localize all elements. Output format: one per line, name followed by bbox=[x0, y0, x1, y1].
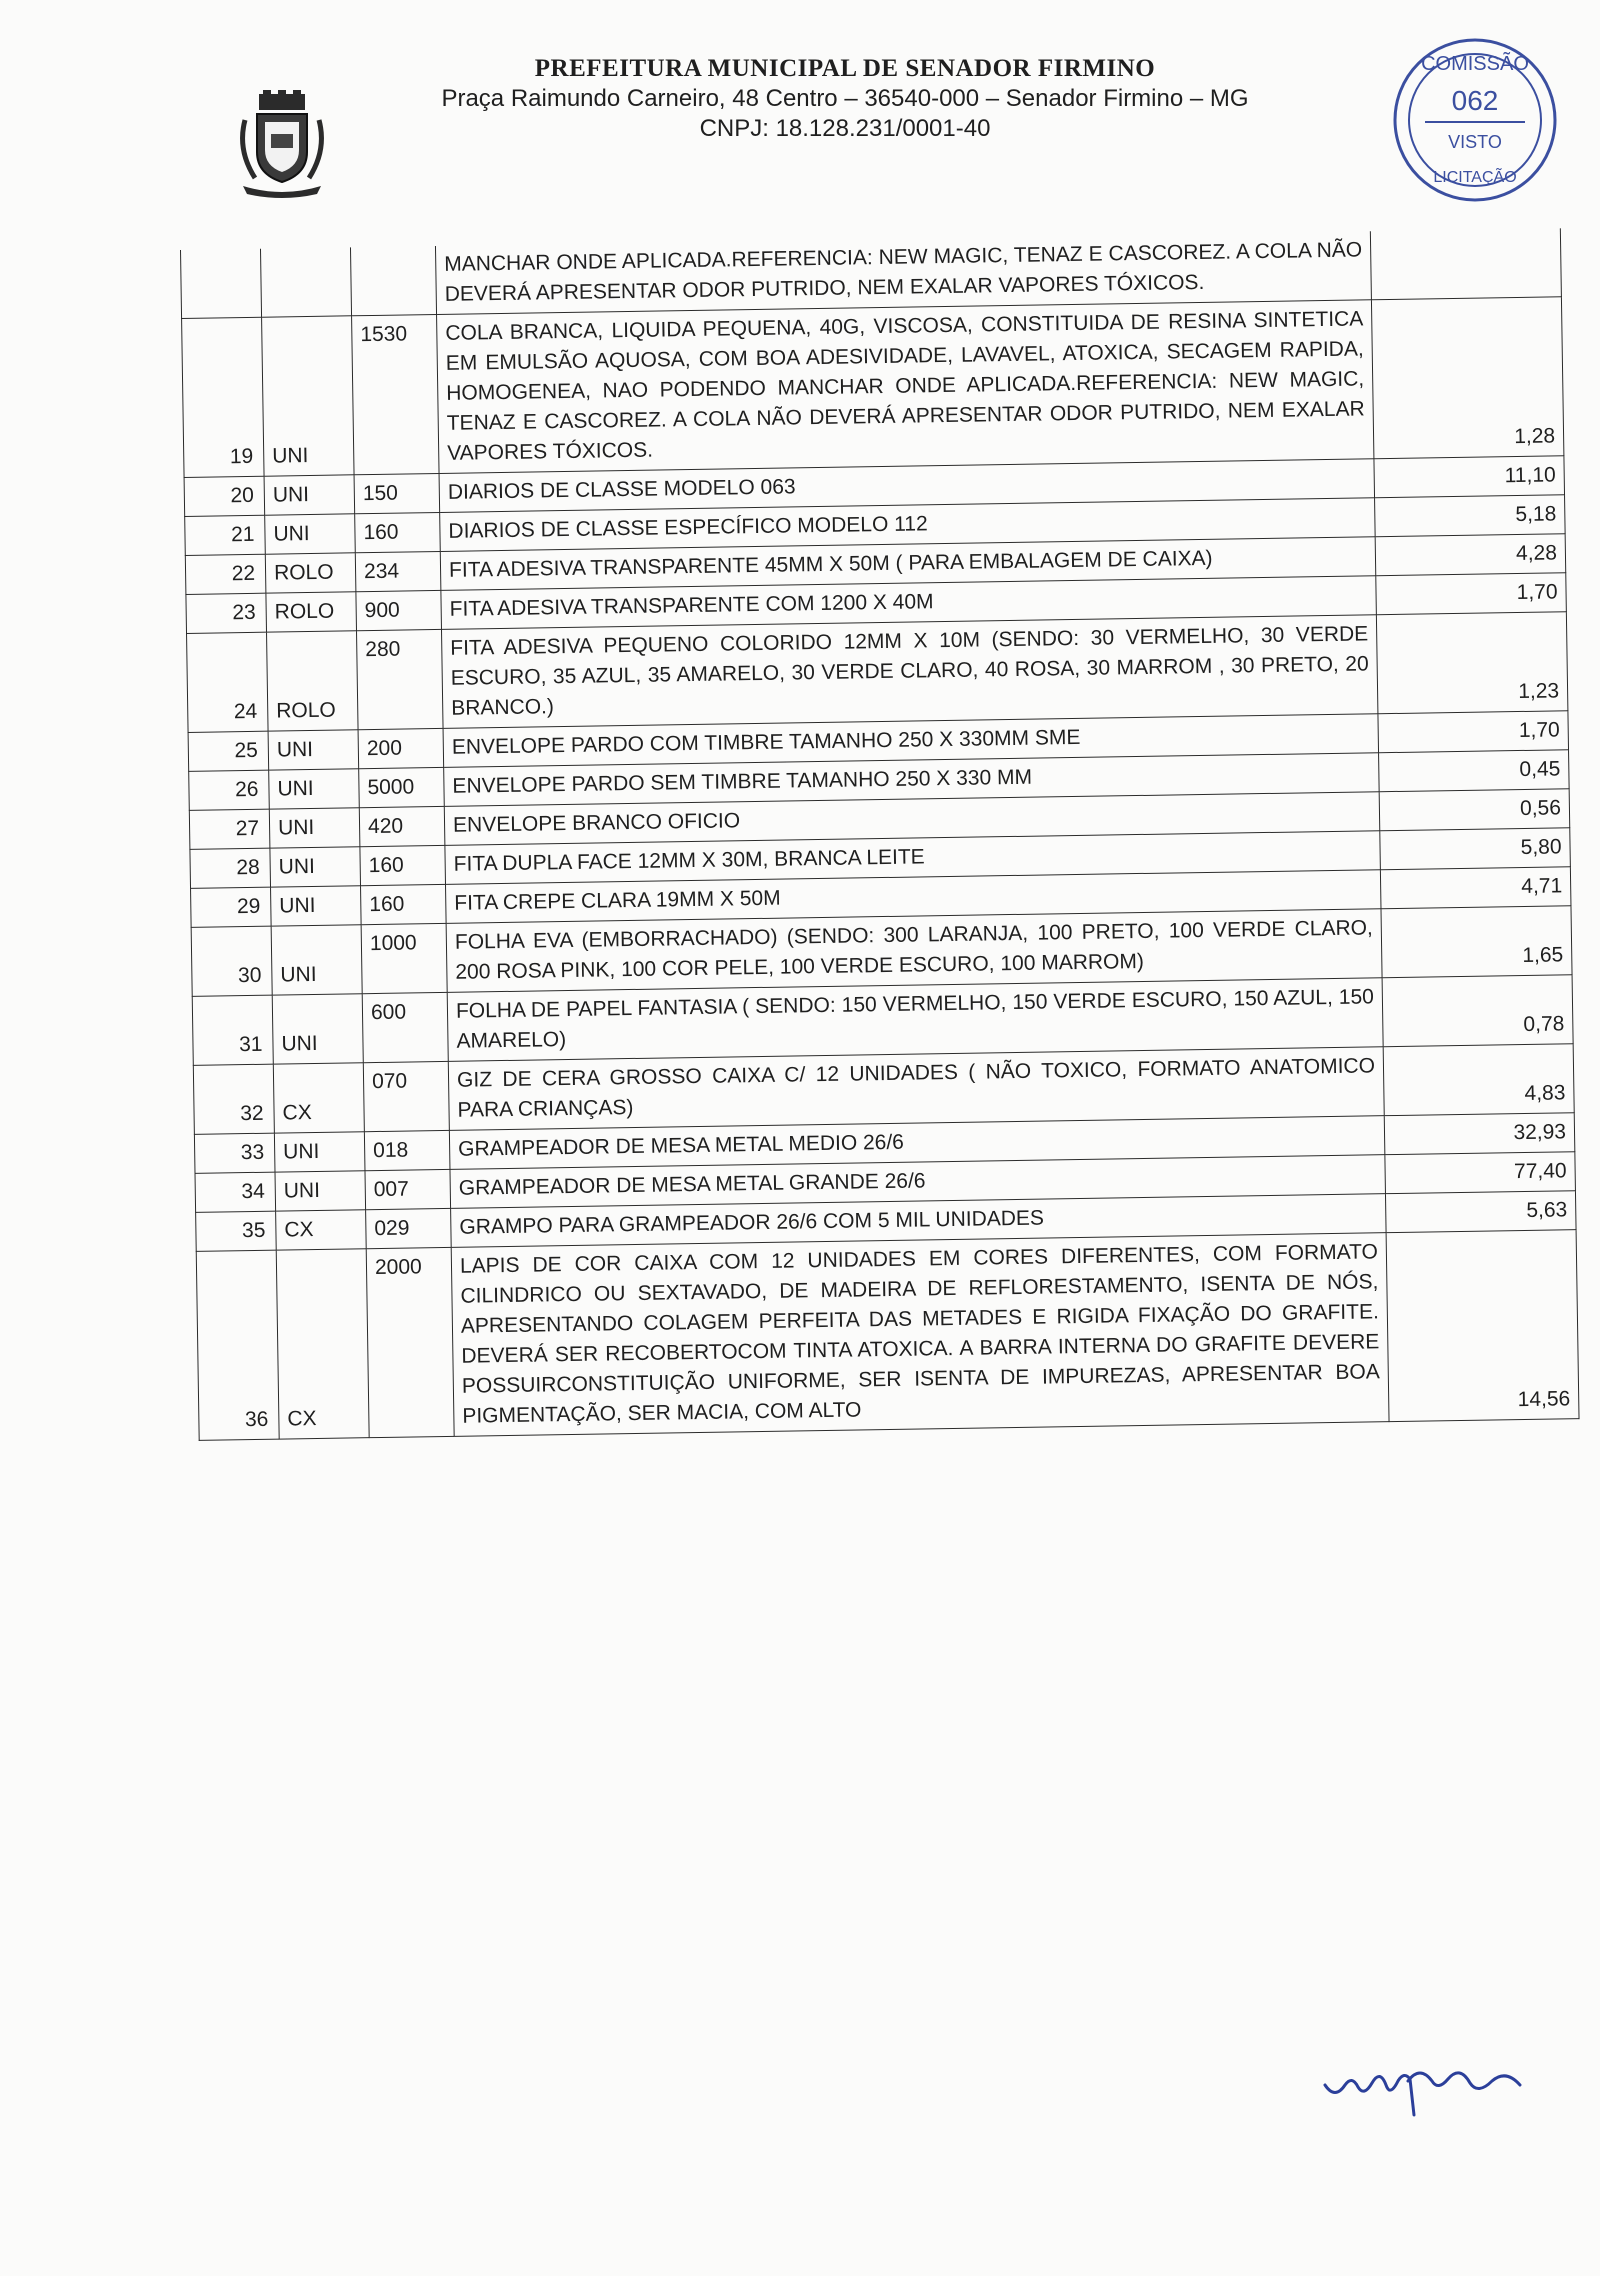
item-number: 22 bbox=[185, 554, 266, 594]
quantity-cell: 160 bbox=[355, 512, 441, 552]
unit-cell: UNI bbox=[264, 475, 355, 515]
unit-cell: UNI bbox=[271, 886, 362, 926]
description-cell: LAPIS DE COR CAIXA COM 12 UNIDADES EM CORES DIFERENTES, COM FORMATO CILINDRICO OU SEXTAVADO, DE MADEIRA DE REFLORESTAMENTO, ISENTA DE NÓS, APRESENTANDO COLAGEM PERFEITA DAS METADES E RIGIDA FIXAÇÃO DO GRAFITE. DEVERÁ SER RECOBERTOCOM TINTA ATOXICA. A BARRA INTERNA DO GRAFITE DEVERE POSSUIRCONSTITUIÇÃO UNIFORME, SER ISENTA DE IMPUREZAS, APRESENTAR BOA PIGMENTAÇÃO, SER MACIA, COM ALTO bbox=[451, 1233, 1389, 1437]
quantity-cell: 160 bbox=[360, 845, 446, 885]
description-cell: FITA CREPE CLARA 19MM X 50M bbox=[445, 870, 1380, 924]
quantity-cell: 070 bbox=[363, 1061, 449, 1131]
unit-cell: UNI bbox=[275, 1171, 366, 1211]
description-cell: DIARIOS DE CLASSE MODELO 063 bbox=[439, 459, 1374, 513]
quantity-cell: 200 bbox=[358, 728, 444, 768]
description-cell: GRAMPEADOR DE MESA METAL GRANDE 26/6 bbox=[450, 1155, 1385, 1209]
commission-stamp bbox=[1380, 30, 1570, 210]
quantity-cell bbox=[350, 246, 436, 316]
stamp-bottom-text: LICITAÇÃO bbox=[1433, 169, 1517, 186]
unit-cell bbox=[260, 247, 351, 317]
unit-cell: ROLO bbox=[265, 553, 356, 593]
description-cell: ENVELOPE PARDO SEM TIMBRE TAMANHO 250 X 330 MM bbox=[444, 753, 1379, 807]
unit-cell: UNI bbox=[274, 1132, 365, 1172]
letterhead-title: PREFEITURA MUNICIPAL DE SENADOR FIRMINO bbox=[534, 55, 1156, 82]
unit-cell: ROLO bbox=[266, 592, 357, 632]
price-cell: 0,56 bbox=[1379, 789, 1570, 831]
quantity-cell: 160 bbox=[361, 884, 447, 924]
unit-cell: CX bbox=[276, 1249, 369, 1439]
handwritten-signature bbox=[1320, 2045, 1540, 2125]
price-cell: 5,80 bbox=[1380, 828, 1571, 870]
description-cell: FOLHA DE PAPEL FANTASIA ( SENDO: 150 VERMELHO, 150 VERDE ESCURO, 150 AZUL, 150 AMARELO) bbox=[447, 978, 1383, 1062]
price-cell: 4,83 bbox=[1383, 1044, 1574, 1116]
price-cell: 0,78 bbox=[1382, 975, 1573, 1047]
item-number: 35 bbox=[196, 1211, 277, 1251]
quantity-cell: 150 bbox=[354, 473, 440, 513]
table-row bbox=[196, 1230, 1579, 1441]
price-cell: 1,65 bbox=[1381, 906, 1572, 978]
quantity-cell: 5000 bbox=[359, 767, 445, 807]
item-number: 32 bbox=[193, 1064, 274, 1134]
unit-cell: UNI bbox=[268, 730, 359, 770]
price-cell: 5,63 bbox=[1385, 1191, 1576, 1233]
unit-cell: ROLO bbox=[267, 631, 359, 731]
table-row bbox=[182, 297, 1564, 478]
price-cell bbox=[1370, 228, 1561, 299]
stamp-top-text: COMISSÃO bbox=[1421, 53, 1529, 75]
description-cell: FITA DUPLA FACE 12MM X 30M, BRANCA LEITE bbox=[445, 831, 1380, 885]
quantity-cell: 280 bbox=[357, 629, 444, 729]
description-cell: GRAMPO PARA GRAMPEADOR 26/6 COM 5 MIL UNIDADES bbox=[451, 1194, 1386, 1248]
item-number: 29 bbox=[191, 887, 272, 927]
description-cell: GIZ DE CERA GROSSO CAIXA C/ 12 UNIDADES ( NÃO TOXICO, FORMATO ANATOMICO PARA CRIANÇAS) bbox=[448, 1047, 1384, 1131]
unit-cell: UNI bbox=[269, 769, 360, 809]
price-cell: 4,28 bbox=[1375, 534, 1566, 576]
price-cell: 0,45 bbox=[1379, 750, 1570, 792]
quantity-cell: 018 bbox=[364, 1130, 450, 1170]
item-number: 30 bbox=[191, 926, 272, 996]
item-number: 25 bbox=[188, 731, 269, 771]
quantity-cell: 007 bbox=[365, 1169, 451, 1209]
item-number: 26 bbox=[189, 770, 270, 810]
quantity-cell: 900 bbox=[356, 590, 442, 630]
price-cell: 5,18 bbox=[1375, 495, 1566, 537]
unit-cell: CX bbox=[276, 1210, 367, 1250]
item-number: 19 bbox=[182, 317, 264, 477]
item-number bbox=[180, 249, 261, 319]
price-cell: 1,70 bbox=[1378, 711, 1569, 753]
item-number: 24 bbox=[187, 632, 269, 732]
quantity-cell: 1530 bbox=[352, 314, 439, 474]
price-cell: 1,23 bbox=[1376, 612, 1568, 714]
quantity-cell: 600 bbox=[362, 992, 448, 1062]
description-cell: FITA ADESIVA TRANSPARENTE COM 1200 X 40M bbox=[441, 576, 1376, 630]
description-cell: FITA ADESIVA PEQUENO COLORIDO 12MM X 10M (SENDO: 30 VERMELHO, 30 VERDE ESCURO, 35 AZUL, 35 AMARELO, 30 VERDE CLARO, 40 ROSA, 30 MARROM , 30 PRETO, 20 BRANCO.) bbox=[441, 615, 1377, 729]
unit-cell: UNI bbox=[269, 808, 360, 848]
description-cell: FITA ADESIVA TRANSPARENTE 45MM X 50M ( PARA EMBALAGEM DE CAIXA) bbox=[440, 537, 1375, 591]
item-number: 27 bbox=[189, 809, 270, 849]
item-number: 20 bbox=[184, 476, 265, 516]
quantity-cell: 1000 bbox=[361, 923, 447, 993]
letterhead-address: Praça Raimundo Carneiro, 48 Centro – 36540-000 – Senador Firmino – MG bbox=[441, 85, 1249, 112]
price-cell: 4,71 bbox=[1380, 867, 1571, 909]
price-cell: 1,70 bbox=[1376, 573, 1567, 615]
description-cell: ENVELOPE BRANCO OFICIO bbox=[444, 792, 1379, 846]
description-cell: COLA BRANCA, LIQUIDA PEQUENA, 40G, VISCOSA, CONSTITUIDA DE RESINA SINTETICA EM EMULSÃO AQUOSA, COM BOA ADESIVIDADE, LAVAVEL, ATOXICA, SECAGEM RAPIDA, HOMOGENEA, NAO PODENDO MANCHAR ONDE APLICADA.REFERENCIA: NEW MAGIC, TENAZ E CASCOREZ. A COLA NÃO DEVERÁ APRESENTAR ODOR PUTRIDO, NEM EXALAR VAPORES TÓXICOS. bbox=[437, 300, 1374, 474]
description-cell: MANCHAR ONDE APLICADA.REFERENCIA: NEW MAGIC, TENAZ E CASCOREZ. A COLA NÃO DEVERÁ APRESENTAR ODOR PUTRIDO, NEM EXALAR VAPORES TÓXICOS. bbox=[435, 231, 1371, 314]
letterhead bbox=[0, 55, 1600, 143]
quantity-cell: 2000 bbox=[366, 1247, 454, 1437]
item-number: 33 bbox=[194, 1133, 275, 1173]
quantity-cell: 234 bbox=[355, 551, 441, 591]
unit-cell: UNI bbox=[272, 994, 363, 1064]
letterhead-cnpj: CNPJ: 18.128.231/0001-40 bbox=[699, 115, 991, 142]
item-number: 36 bbox=[196, 1250, 279, 1440]
description-cell: DIARIOS DE CLASSE ESPECÍFICO MODELO 112 bbox=[440, 498, 1375, 552]
item-number: 23 bbox=[186, 593, 267, 633]
price-cell: 77,40 bbox=[1385, 1152, 1576, 1194]
items-table bbox=[180, 228, 1580, 1441]
unit-cell: UNI bbox=[271, 925, 362, 995]
stamp-number: 062 bbox=[1451, 85, 1499, 116]
stamp-visto: VISTO bbox=[1448, 132, 1502, 152]
description-cell: GRAMPEADOR DE MESA METAL MEDIO 26/6 bbox=[449, 1116, 1384, 1170]
unit-cell: CX bbox=[273, 1063, 364, 1133]
description-cell: ENVELOPE PARDO COM TIMBRE TAMANHO 250 X 330MM SME bbox=[443, 714, 1378, 768]
price-cell: 14,56 bbox=[1386, 1230, 1579, 1422]
description-cell: FOLHA EVA (EMBORRACHADO) (SENDO: 300 LARANJA, 100 PRETO, 100 VERDE CLARO, 200 ROSA PINK, 100 COR PELE, 100 VERDE ESCURO, 100 MARROM) bbox=[446, 909, 1382, 993]
price-cell: 1,28 bbox=[1371, 297, 1563, 459]
unit-cell: UNI bbox=[270, 847, 361, 887]
price-cell: 32,93 bbox=[1384, 1113, 1575, 1155]
unit-cell: UNI bbox=[262, 316, 354, 476]
item-number: 21 bbox=[185, 515, 266, 555]
item-number: 34 bbox=[195, 1172, 276, 1212]
quantity-cell: 420 bbox=[359, 806, 445, 846]
item-number: 28 bbox=[190, 848, 271, 888]
unit-cell: UNI bbox=[265, 514, 356, 554]
quantity-cell: 029 bbox=[366, 1208, 452, 1248]
price-cell: 11,10 bbox=[1374, 456, 1565, 498]
item-number: 31 bbox=[192, 995, 273, 1065]
